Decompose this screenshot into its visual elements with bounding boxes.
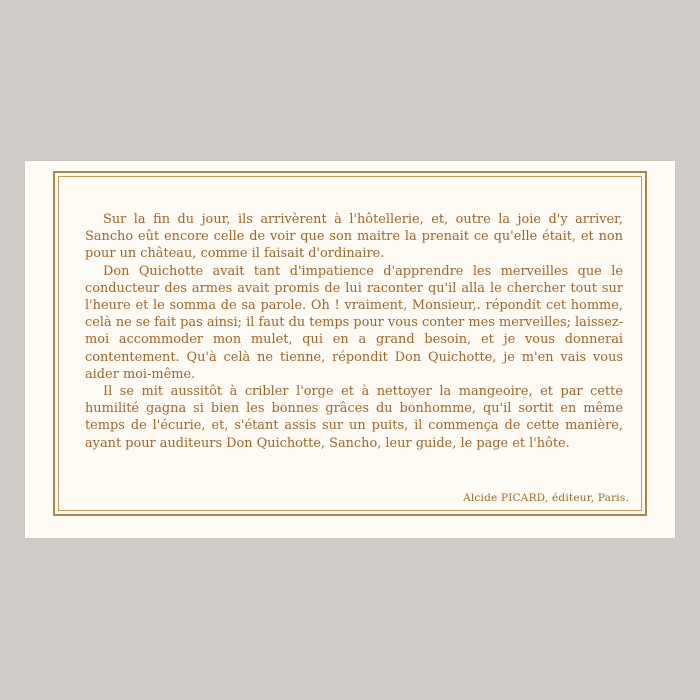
paragraph-3: Il se mit aussitôt à cribler l'orge et à nettoyer la mangeoire, et par cette humilité gagna si bien les bonnes grâces du bonhomme, qu'il sortit en même temps de l'écurie, et, s'étant assis sur un puits, il commença de cette manière, ayant pour auditeurs Don Quichotte, Sancho, leur guide, le page et l'hôte.	[85, 384, 623, 451]
paragraph-2: Don Quichotte avait tant d'impatience d'apprendre les merveilles que le conducteur des armes avait promis de lui raconter qu'il alla le chercher tout sur l'heure et le somma de sa parole. Oh ! vraiment, Monsieur,. répondit cet homme, celà ne se fait pas ainsi; il faut du temps pour vous conter mes merveilles; laissez-moi accommoder mon mulet, qui en a grand besoin, et je vous donnerai contentement. Qu'à celà ne tienne, répondit Don Quichotte, je m'en vais vous aider moi-même.	[85, 263, 623, 382]
publisher-credit: Alcide PICARD, éditeur, Paris.	[463, 492, 629, 504]
printed-card	[25, 161, 675, 538]
card-border	[53, 171, 647, 516]
paragraph-1: Sur la fin du jour, ils arrivèrent à l'hôtellerie, et, outre la joie d'y arriver, Sancho eût encore celle de voir que son maitre la prenait ce qu'elle était, et non pour un château, comme il faisait d'ordinaire.	[85, 212, 623, 262]
story-text	[85, 211, 623, 452]
